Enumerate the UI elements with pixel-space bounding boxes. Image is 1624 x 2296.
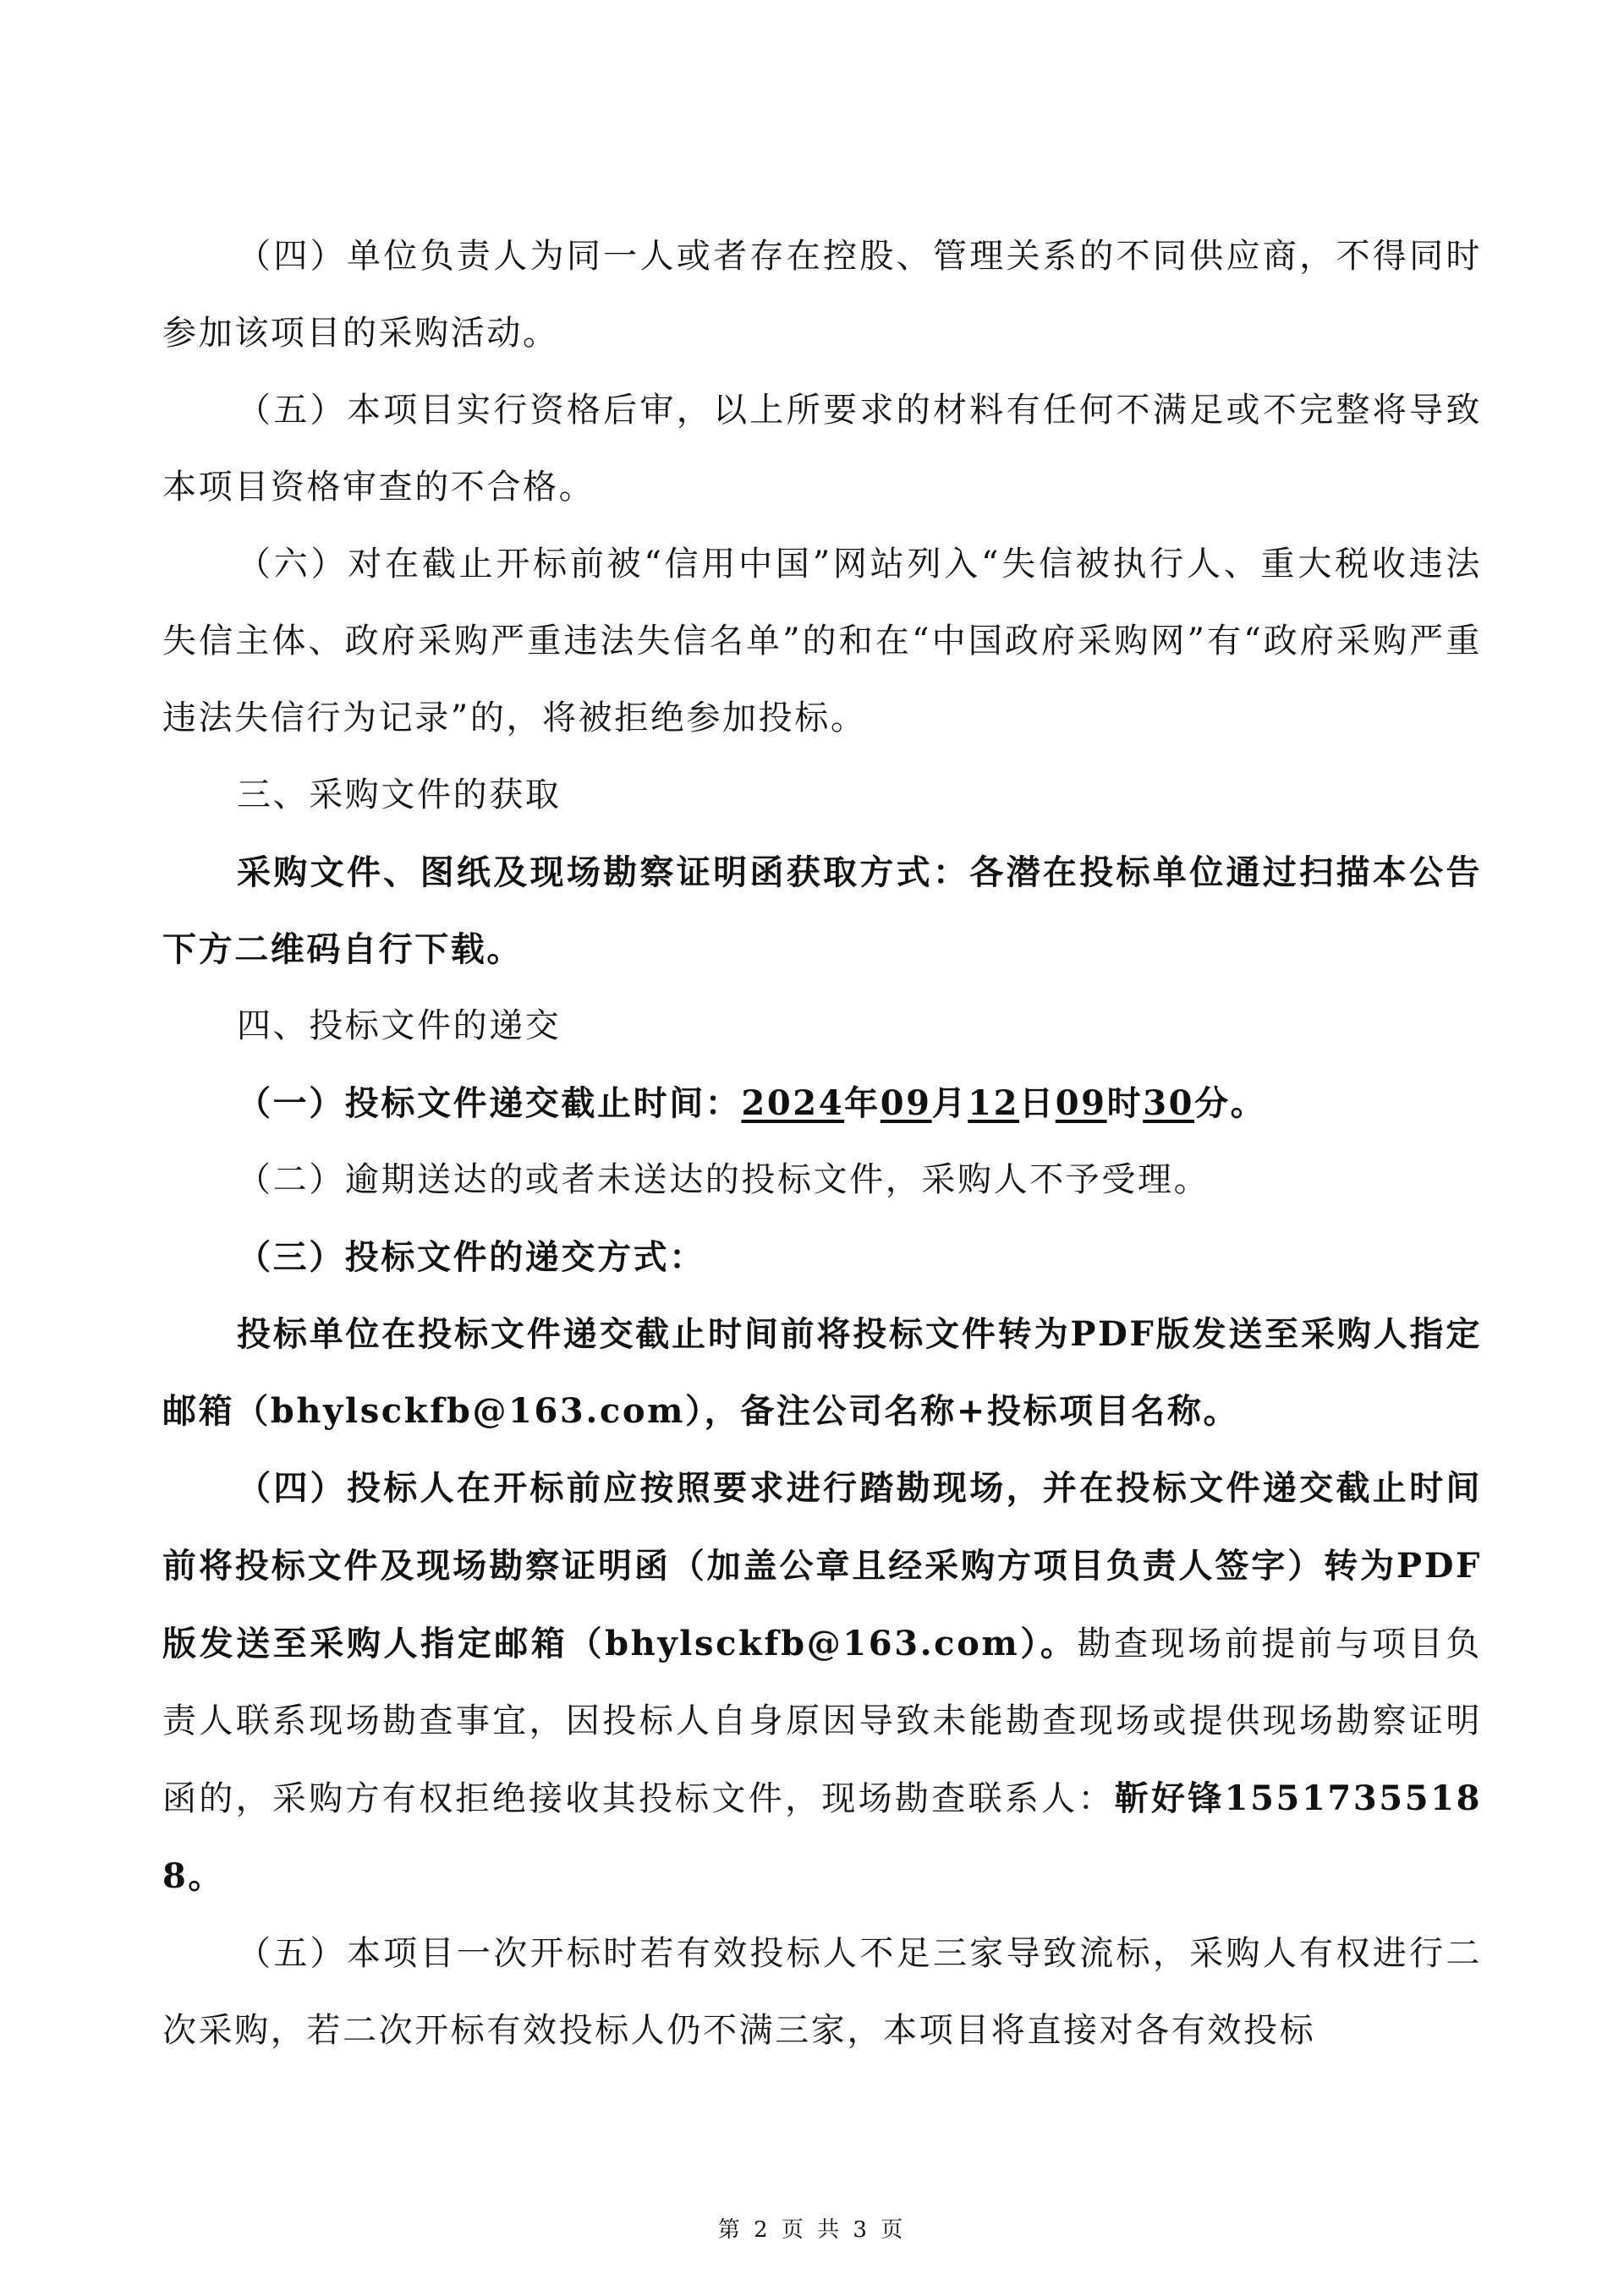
site-survey-contact: 靳好锋15517355188。: [162, 1778, 1482, 1896]
site-survey-normal-text: 勘查现场前提前与项目负责人联系现场勘查事宜，因投标人自身原因导致未能勘查现场或提供现场勘察证明函的，采购方有权拒绝接收其投标文件，现场勘查联系人：: [162, 1625, 1482, 1818]
site-survey-bold-text: （四）投标人在开标前应按照要求进行踏勘现场，并在投标文件递交截止时间前将投标文件及现场勘察证明函（加盖公章且经采购方项目负责人签字）转为PDF版发送至采购人指定邮箱（bhylsckfb@163.com）。: [162, 1468, 1482, 1663]
paragraph-submission-method: 投标单位在投标文件递交截止时间前将投标文件转为PDF版发送至采购人指定邮箱（bhylsckfb@163.com），备注公司名称+投标项目名称。: [162, 1314, 1482, 1431]
deadline-hour-unit: 时: [1106, 1083, 1144, 1123]
deadline-day: 12: [968, 1083, 1020, 1123]
paragraph-deadline: [162, 1065, 1482, 1142]
section-heading-4: 四、投标文件的递交: [237, 1006, 562, 1045]
paragraph-qualification-6: （六）对在截止开标前被“信用中国”网站列入“失信被执行人、重大税收违法失信主体、政府采购严重违法失信名单”的和在“中国政府采购网”有“政府采购严重违法失信行为记录”的，将被拒绝参加投标。: [162, 545, 1482, 737]
deadline-month: 09: [880, 1083, 932, 1123]
paragraph-second-procurement: （五）本项目一次开标时若有效投标人不足三家导致流标，采购人有权进行二次采购，若二次开标有效投标人仍不满三家，本项目将直接对各有效投标: [162, 1934, 1482, 2050]
deadline-minute-unit: 分。: [1194, 1083, 1267, 1123]
deadline-minute: 30: [1143, 1083, 1195, 1123]
deadline-month-unit: 月: [931, 1083, 968, 1123]
paragraph-document-acquisition: 采购文件、图纸及现场勘察证明函获取方式：各潜在投标单位通过扫描本公告下方二维码自行下载。: [162, 852, 1482, 969]
deadline-day-unit: 日: [1019, 1083, 1056, 1123]
deadline-year: 2024: [741, 1083, 845, 1123]
section-heading-3: 三、采购文件的获取: [237, 775, 562, 814]
page-number-footer: 第 2 页 共 3 页: [717, 2217, 907, 2243]
deadline-hour: 09: [1055, 1083, 1107, 1123]
paragraph-site-survey: [162, 1449, 1482, 1915]
deadline-prefix: （一）投标文件递交截止时间：: [237, 1083, 742, 1123]
deadline-year-unit: 年: [844, 1083, 881, 1123]
paragraph-qualification-4: （四）单位负责人为同一人或者存在控股、管理关系的不同供应商，不得同时参加该项目的采购活动。: [162, 237, 1482, 353]
paragraph-late-submission: （二）逾期送达的或者未送达的投标文件，采购人不予受理。: [237, 1160, 1210, 1199]
document-body: [162, 218, 1482, 2069]
paragraph-submission-method-heading: （三）投标文件的递交方式：: [237, 1237, 705, 1277]
paragraph-qualification-5: （五）本项目实行资格后审，以上所要求的材料有任何不满足或不完整将导致本项目资格审查的不合格。: [162, 391, 1482, 507]
